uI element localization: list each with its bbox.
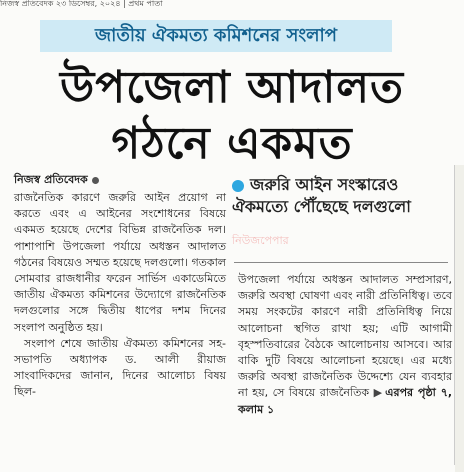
left-paragraph-1: রাজনৈতিক কারণে জরুরি আইন প্রয়োগ না করতে এবং এ আইনের সংশোধনের বিষয়ে একমত হয়েছে দেশের বিভিন্ন রাজনৈতিক দল। পাশাপাশি উপজেলা পর্যায়ে অধস্তন আদালত গঠনের বিষয়েও সম্মত হয়েছে দলগুলো। গতকাল সোমবার রাজধানীর ফরেন সার্ভিস একাডেমিতে জাতীয় ঐকমত্য কমিশনের উদ্যোগে রাজনৈতিক দলগুলোর সঙ্গে দ্বিতীয় ধাপের দশম দিনের সংলাপ অনুষ্ঠিত হয়। bbox=[14, 191, 226, 334]
headline-line-2: গঠনে একমত bbox=[111, 118, 353, 169]
right-paragraph-text: উপজেলা পর্যায়ে অধস্তন আদালত সম্প্রসারণ, জরুরি অবস্থা ঘোষণা এবং নারী প্রতিনিধিত্ব। তবে সময় সংকটের কারণে নারী প্রতিনিধিত্ব নিয়ে আলোচনা স্থগিত রাখা হয়; এটি আগামী বৃহস্পতিবারের বৈঠকে আলোচনায় আসবে। আর বাকি দুটি বিষয়ে আলোচনা হয়েছে। এর মধ্যে জরুরি অবস্থা রাজনৈতিক উদ্দেশ্যে যেন ব্যবহার না হয়, সে বিষয়ে রাজনৈতিক bbox=[238, 273, 452, 400]
left-column bbox=[14, 190, 226, 401]
headline-line-1: উপজেলা আদালত bbox=[59, 62, 405, 113]
pull-quote bbox=[232, 174, 450, 218]
byline-text: নিজস্ব প্রতিবেদক bbox=[14, 173, 88, 186]
arrow-right-icon: ▶ bbox=[373, 386, 384, 400]
right-paragraph bbox=[238, 272, 452, 418]
continuation-text: এরপর পৃষ্ঠা ৭, কলাম ১ bbox=[238, 386, 453, 416]
divider bbox=[234, 262, 448, 263]
bullet-dot-icon bbox=[232, 180, 244, 192]
kicker-banner: জাতীয় ঐকমত্য কমিশনের সংলাপ bbox=[40, 20, 392, 52]
byline-dot-icon bbox=[92, 177, 99, 184]
adjacent-article-edge bbox=[455, 165, 464, 472]
watermark: নিউজপেপার bbox=[232, 234, 289, 247]
page-header-line: নিজস্ব প্রতিবেদক ২৩ ডিসেম্বর, ২০২৪ | প্রথম পাতা bbox=[0, 0, 163, 8]
right-column bbox=[238, 272, 452, 418]
left-paragraph-2: সংলাপ শেষে জাতীয় ঐকমত্য কমিশনের সহ-সভাপতি অধ্যাপক ড. আলী রীয়াজ সাংবাদিকদের জানান, দিনের আলোচ্য বিষয় ছিল- bbox=[14, 336, 226, 399]
pull-quote-text: জরুরি আইন সংস্কারেও ঐকমত্যে পৌঁছেছে দলগুলো bbox=[232, 175, 411, 216]
byline bbox=[14, 172, 99, 188]
